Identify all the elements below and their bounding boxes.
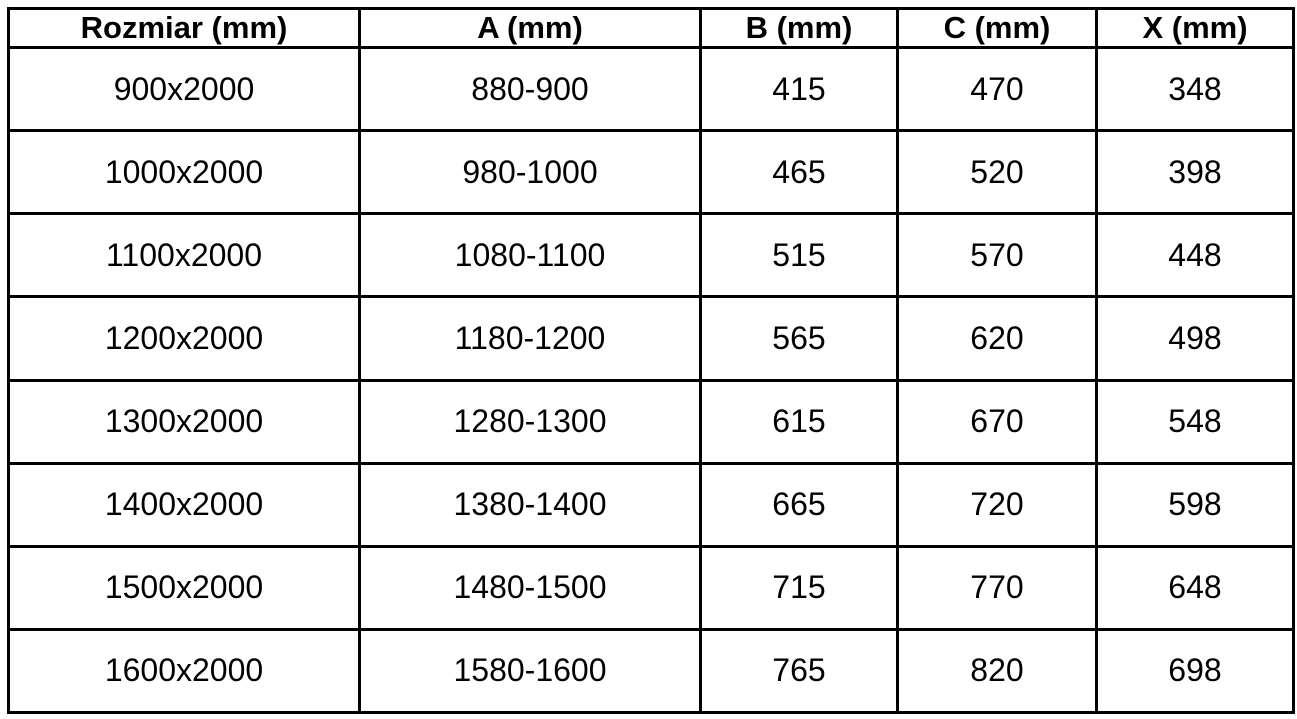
cell-b: 515 [701, 214, 898, 297]
header-row [9, 9, 1294, 48]
cell-rozmiar: 1300x2000 [9, 380, 360, 463]
column-header-b: B (mm) [701, 9, 898, 48]
cell-x: 398 [1097, 131, 1294, 214]
cell-rozmiar: 1100x2000 [9, 214, 360, 297]
cell-b: 565 [701, 297, 898, 380]
cell-rozmiar: 900x2000 [9, 48, 360, 131]
table-row [9, 546, 1294, 629]
cell-rozmiar: 1500x2000 [9, 546, 360, 629]
cell-c: 670 [898, 380, 1097, 463]
table-row [9, 629, 1294, 712]
cell-c: 570 [898, 214, 1097, 297]
cell-b: 665 [701, 463, 898, 546]
cell-x: 598 [1097, 463, 1294, 546]
cell-a: 980-1000 [360, 131, 701, 214]
cell-x: 448 [1097, 214, 1294, 297]
cell-x: 548 [1097, 380, 1294, 463]
cell-x: 698 [1097, 629, 1294, 712]
column-header-rozmiar: Rozmiar (mm) [9, 9, 360, 48]
cell-b: 615 [701, 380, 898, 463]
cell-a: 1580-1600 [360, 629, 701, 712]
table-row [9, 380, 1294, 463]
cell-c: 620 [898, 297, 1097, 380]
cell-c: 520 [898, 131, 1097, 214]
table-row [9, 214, 1294, 297]
cell-rozmiar: 1000x2000 [9, 131, 360, 214]
cell-b: 465 [701, 131, 898, 214]
table-row [9, 297, 1294, 380]
cell-b: 765 [701, 629, 898, 712]
cell-a: 1380-1400 [360, 463, 701, 546]
column-header-a: A (mm) [360, 9, 701, 48]
cell-rozmiar: 1200x2000 [9, 297, 360, 380]
cell-b: 415 [701, 48, 898, 131]
column-header-c: C (mm) [898, 9, 1097, 48]
cell-c: 470 [898, 48, 1097, 131]
cell-a: 1080-1100 [360, 214, 701, 297]
cell-c: 820 [898, 629, 1097, 712]
cell-c: 770 [898, 546, 1097, 629]
table-row [9, 48, 1294, 131]
cell-a: 1280-1300 [360, 380, 701, 463]
table-row [9, 463, 1294, 546]
table-row [9, 131, 1294, 214]
cell-x: 348 [1097, 48, 1294, 131]
cell-rozmiar: 1400x2000 [9, 463, 360, 546]
cell-a: 1480-1500 [360, 546, 701, 629]
size-specification-table [7, 7, 1295, 714]
cell-rozmiar: 1600x2000 [9, 629, 360, 712]
cell-x: 498 [1097, 297, 1294, 380]
cell-b: 715 [701, 546, 898, 629]
cell-x: 648 [1097, 546, 1294, 629]
column-header-x: X (mm) [1097, 9, 1294, 48]
cell-a: 1180-1200 [360, 297, 701, 380]
cell-c: 720 [898, 463, 1097, 546]
cell-a: 880-900 [360, 48, 701, 131]
